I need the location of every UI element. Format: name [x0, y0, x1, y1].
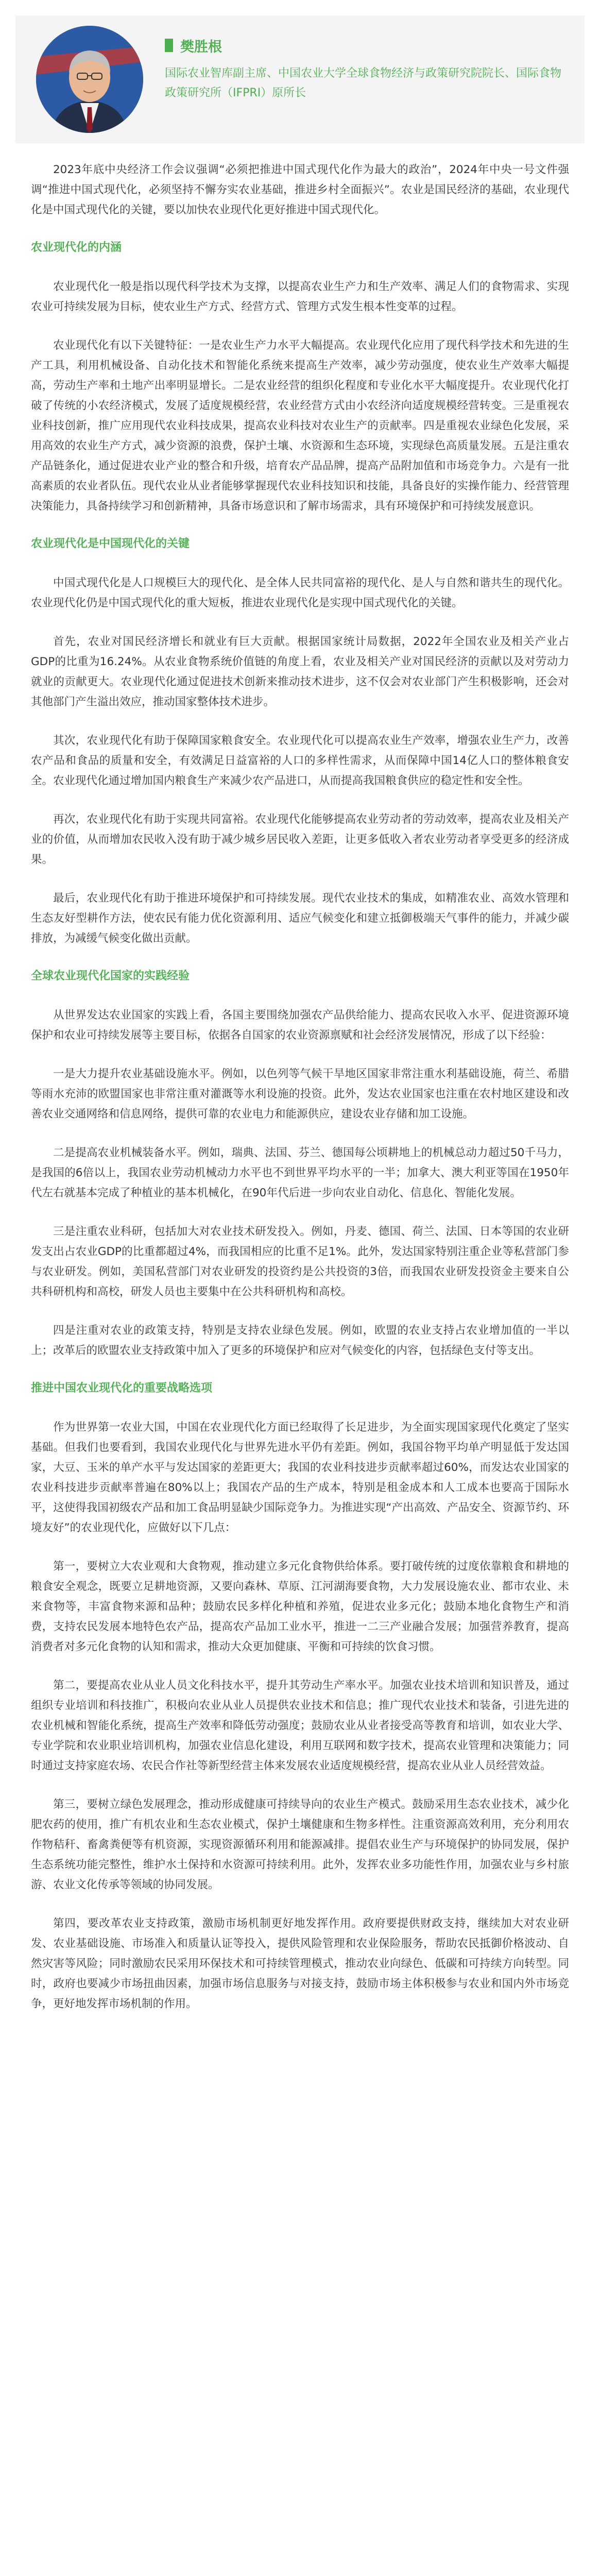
body-paragraph: 第三，要树立绿色发展理念，推动形成健康可持续导向的农业生产模式。鼓励采用生态农业技术，减少化肥农药的使用，推广有机农业和生态农业模式，保护土壤健康和生物多样性。注重资源高效利用，充分利用农作物秸秆、畜禽粪便等有机资源，实现资源循环利用和能源减排。提倡农业生产与环境保护的协同发展，保护生态系统功能完整性，维护水土保持和水资源可持续利用。此外，发挥农业多功能性作用，加强农业与乡村旅游、农业文化传承等领域的协同发展。 [31, 1798, 569, 1891]
body-paragraph: 第一，要树立大农业观和大食物观，推动建立多元化食物供给体系。要打破传统的过度依靠粮食和耕地的粮食安全观念，既要立足耕地资源，又要向森林、草原、江河湖海要食物，大力发展设施农业、都市农业、未来食物等，丰富食物来源和品种；鼓励农民多样化种植和养殖，促进农业多元化；鼓励本地化食物生产和消费，支持农民发展本地特色农产品，提高农产品加工业水平，推进一二三产业融合发展；加强营养教育，提高消费者对多元化食物的认知和需求，推动大众更加健康、平衡和可持续的饮食习惯。 [31, 1560, 569, 1653]
author-name: 樊胜根 [180, 39, 222, 55]
body-paragraph: 从世界发达农业国家的实践上看，各国主要围绕加强农产品供给能力、提高农民收入水平、促进资源环境保护和农业可持续发展等主要目标，依据各自国家的农业资源禀赋和社会经济发展情况，形成了以下经验： [31, 1009, 569, 1042]
body-paragraph: 四是注重对农业的政策支持，特别是支持农业绿色发展。例如，欧盟的农业支持占农业增加值的一半以上；改革后的欧盟农业支持政策中加入了更多的环境保护和应对气候变化的内容，包括绿色支付等支出。 [31, 1324, 569, 1357]
body-paragraph: 农业现代化有以下关键特征：一是农业生产力水平大幅提高。农业现代化应用了现代科学技术和先进的生产工具，利用机械设备、自动化技术和智能化系统来提高生产效率，减少劳动强度，使农业生产效率大幅提高，劳动生产率和土地产出率明显增长。二是农业经营的组织化程度和专业化水平大幅度提升。农业现代化打破了传统的小农经济模式，发展了适度规模经营，农业经营方式由小农经济向适度规模经营转变。三是重视农业科技创新，推广应用现代农业科技成果，提高农业科技对农业生产的贡献率。四是重视农业绿色化发展，采用高效的农业生产方式，减少资源的浪费，保护土壤、水资源和生态环境，实现绿色高质量发展。五是注重农产品链条化，通过促进农业产业的整合和升级，培育农产品品牌，提高产品附加值和市场竞争力。六是有一批高素质的农业者队伍。现代农业从业者能够掌握现代农业科技知识和技能，具备良好的实操作能力、经营管理决策能力，具备持续学习和创新精神，具备市场意识和了解市场需求，具有环境保护和可持续发展意识。 [31, 339, 569, 513]
article-body [31, 160, 569, 2032]
author-avatar [36, 26, 143, 133]
author-name-row [165, 35, 567, 56]
author-card [15, 15, 585, 143]
body-paragraph: 首先，农业对国民经济增长和就业有巨大贡献。根据国家统计局数据，2022年全国农业及相关产业占GDP的比重为16.24%。从农业食物系统价值链的角度上看，农业及相关产业对国民经济的贡献以及对劳动力就业的贡献更大。农业现代化通过促进技术创新来推动技术进步，这不仅会对农业部门产生积极影响，还会对其他部门产生溢出效应，推动国家整体技术进步。 [31, 635, 569, 708]
body-paragraph: 第二，要提高农业从业人员文化科技水平，提升其劳动生产率水平。加强农业技术培训和知识普及，通过组织专业培训和科技推广，积极向农业从业人员提供农业技术和信息；推广现代农业技术和装备，引进先进的农业机械和智能化系统，提高生产效率和降低劳动强度；鼓励农业从业者接受高等教育和培训，如农业大学、专业学院和农业职业培训机构，加强农业信息化建设，利用互联网和数字技术，提高农业管理和决策能力；同时通过支持家庭农场、农民合作社等新型经营主体来发展农业适度规模经营，提高农业从业人员经营效益。 [31, 1679, 569, 1772]
section-heading: 推进中国农业现代化的重要战略选项 [31, 1382, 213, 1395]
green-marker-icon [165, 39, 173, 52]
section-heading: 农业现代化的内涵 [31, 241, 122, 254]
body-paragraph: 其次，农业现代化有助于保障国家粮食安全。农业现代化可以提高农业生产效率，增强农业生产力，改善农产品和食品的质量和安全，有效满足日益富裕的人口的多样性需求，从而保障中国14亿人口的整体粮食安全。农业现代化通过增加国内粮食生产来减少农产品进口，从而提高我国粮食供应的稳定性和安全性。 [31, 734, 569, 787]
body-paragraph: 再次，农业现代化有助于实现共同富裕。农业现代化能够提高农业劳动者的劳动效率，提高农业及相关产业的价值，从而增加农民收入没有助于减少城乡居民收入差距，让更多低收入者农业劳动者享受更多的经济成果。 [31, 813, 569, 866]
section-heading: 农业现代化是中国现代化的关键 [31, 537, 190, 550]
author-info [165, 35, 567, 103]
body-paragraph: 作为世界第一农业大国，中国在农业现代化方面已经取得了长足进步，为全面实现国家现代化奠定了坚实基础。但我们也要看到，我国农业现代化与世界先进水平仍有差距。例如，我国谷物平均单产明显低于发达国家，大豆、玉米的单产水平与发达国家的差距更大；我国的农业科技进步贡献率超过60%，而发达农业国家的农业科技进步贡献率普遍在80%以上；我国农产品的生产成本，特别是租金成本和人工成本也要高于国际水平，这使得我国初级农产品和加工食品明显缺少国际竞争力。为推进实现“产出高效、产品安全、资源节约、环境友好”的农业现代化，应做好以下几点： [31, 1421, 569, 1534]
author-title: 国际农业智库副主席、中国农业大学全球食物经济与政策研究院院长、国际食物政策研究所（IFPRI）原所长 [165, 67, 562, 99]
body-paragraph: 二是提高农业机械装备水平。例如，瑞典、法国、芬兰、德国每公顷耕地上的机械总动力超过50千马力，是我国的6倍以上，我国农业劳动机械动力水平也不到世界平均水平的一半；加拿大、澳大利亚等国在1950年代左右就基本完成了种植业的基本机械化，在90年代后进一步向农业自动化、信息化、智能化发展。 [31, 1146, 569, 1199]
body-paragraph: 最后，农业现代化有助于推进环境保护和可持续发展。现代农业技术的集成，如精准农业、高效水管理和生态友好型耕作方法，使农民有能力优化资源利用、适应气候变化和建立抵御极端天气事件的能力，并减少碳排放，为减缓气候变化做出贡献。 [31, 892, 569, 945]
author-portrait-image [36, 26, 143, 133]
section-heading: 全球农业现代化国家的实践经验 [31, 970, 190, 982]
body-paragraph: 第四，要改革农业支持政策，激励市场机制更好地发挥作用。政府要提供财政支持，继续加大对农业研发、农业基础设施、市场准入和质量认证等投入，提供风险管理和农业保险服务，帮助农民抵御价格波动、自然灾害等风险；同时激励农民采用环保技术和可持续管理模式，推动农业向绿色、低碳和可持续方向转型。同时，政府也要减少市场扭曲因素，加强市场信息服务与对接支持，鼓励市场主体积极参与农业和国内外市场竞争，更好地发挥市场机制的作用。 [31, 1917, 569, 2010]
body-paragraph: 中国式现代化是人口规模巨大的现代化、是全体人民共同富裕的现代化、是人与自然和谐共生的现代化。农业现代化仍是中国式现代化的重大短板，推进农业现代化是实现中国式现代化的关键。 [31, 577, 569, 609]
body-paragraph: 一是大力提升农业基础设施水平。例如，以色列等气候干旱地区国家非常注重水利基础设施，荷兰、希腊等雨水充沛的欧盟国家也非常注重对灌溉等水利设施的投资。此外，发达农业国家也注重在农村地区建设和改善农业交通网络和信息网络，提供可靠的农业电力和能源供应，建设农业存储和加工设施。 [31, 1067, 569, 1121]
intro-paragraph: 2023年底中央经济工作会议强调“必须把推进中国式现代化作为最大的政治”，2024年中央一号文件强调“推进中国式现代化，必须坚持不懈夯实农业基础，推进乡村全面振兴”。农业是国民经济的基础，农业现代化是中国式现代化的关键，要以加快农业现代化更好推进中国式现代化。 [31, 163, 569, 216]
body-paragraph: 农业现代化一般是指以现代科学技术为支撑，以提高农业生产力和生产效率、满足人们的食物需求、实现农业可持续发展为目标，使农业生产方式、经营方式、管理方式发生根本性变革的过程。 [31, 280, 569, 313]
body-paragraph: 三是注重农业科研，包括加大对农业技术研发投入。例如，丹麦、德国、荷兰、法国、日本等国的农业研发支出占农业GDP的比重都超过4%，而我国相应的比重不足1%。此外，发达国家特别注重企业等私营部门参与农业研发。例如，美国私营部门对农业研发的投资约是公共投资的3倍，而我国农业研发投资金主要来自公共科研机构和高校，研发人员也主要集中在公共科研机构和高校。 [31, 1225, 569, 1298]
